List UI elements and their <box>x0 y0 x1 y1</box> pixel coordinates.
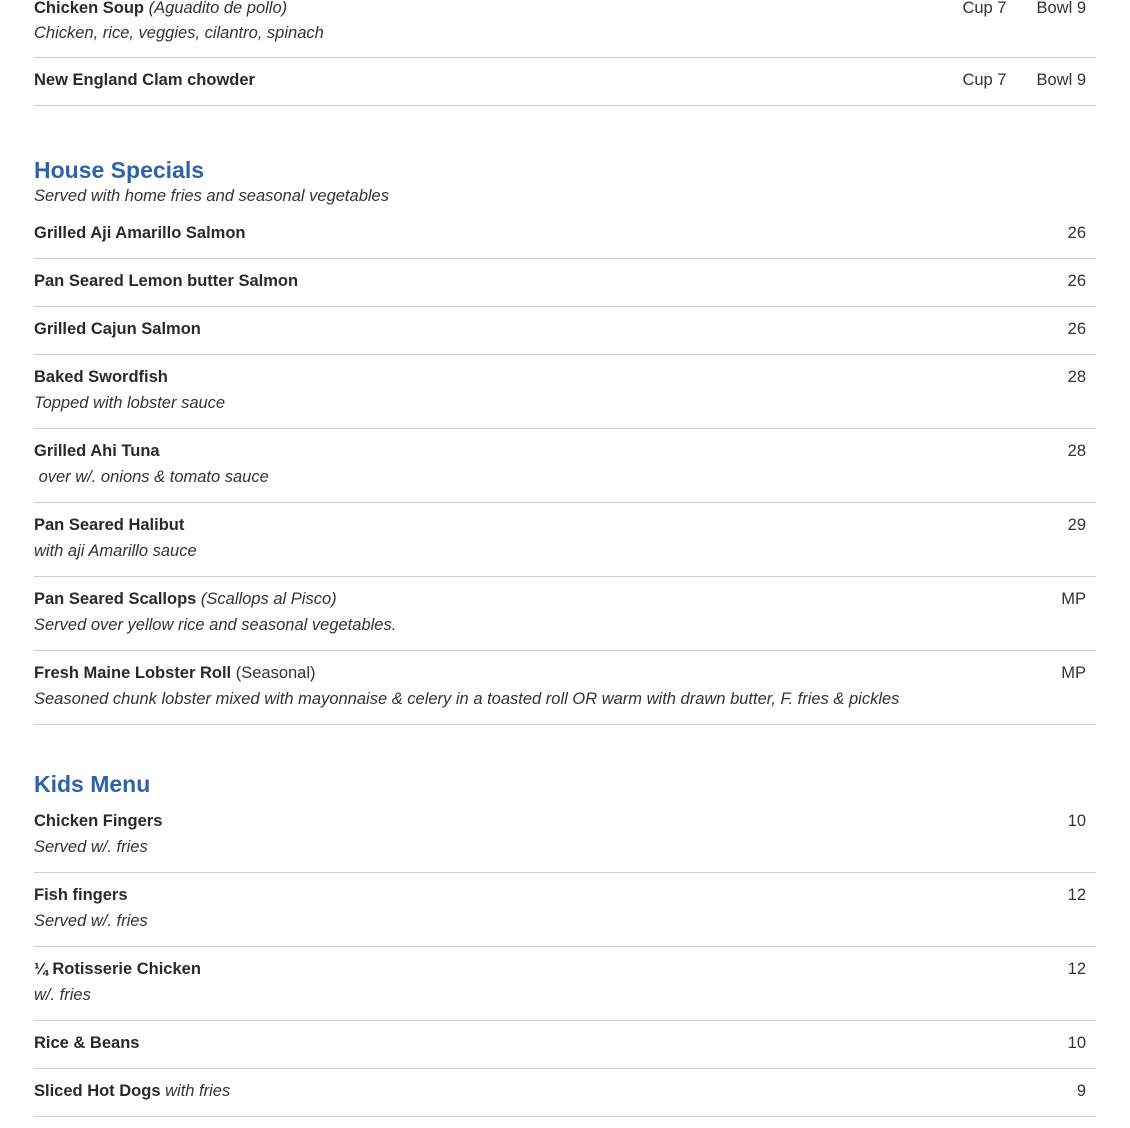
item-name: ¼ Rotisserie Chicken <box>34 960 201 978</box>
soups-list <box>34 0 1096 106</box>
menu-item <box>34 0 1096 58</box>
item-note: (Aguadito de pollo) <box>148 0 288 17</box>
item-name: Chicken Soup <box>34 0 145 17</box>
bowl-price: Bowl 9 <box>1036 0 1086 17</box>
item-price: 12 <box>1067 886 1086 904</box>
item-note: (Scallops al Pisco) <box>200 590 337 608</box>
section-header-kids-menu <box>34 769 150 799</box>
item-name: Fish fingers <box>34 886 128 904</box>
section-title: Kids Menu <box>34 771 151 797</box>
item-price: 29 <box>1067 516 1086 534</box>
item-price: 26 <box>1067 272 1086 290</box>
item-price: 26 <box>1067 320 1086 338</box>
item-price <box>962 0 1086 19</box>
item-price: MP <box>1061 664 1086 682</box>
menu-item <box>34 503 1096 577</box>
menu-item <box>34 58 1096 106</box>
item-name: Pan Seared Scallops <box>34 590 197 608</box>
item-name: Grilled Ahi Tuna <box>34 442 160 460</box>
item-name: Grilled Aji Amarillo Salmon <box>34 224 246 242</box>
menu-item <box>34 577 1096 651</box>
menu-item <box>34 873 1096 947</box>
section-subtitle: Served with home fries and seasonal vegetables <box>34 187 389 205</box>
item-price: 12 <box>1067 960 1086 978</box>
item-name: Rice & Beans <box>34 1034 140 1052</box>
menu-item <box>34 947 1096 1021</box>
menu-item <box>34 1069 1096 1117</box>
menu-item <box>34 211 1096 259</box>
item-name: Pan Seared Halibut <box>34 516 185 534</box>
item-description: Served over yellow rice and seasonal vegetables. <box>34 616 397 634</box>
item-description: over w/. onions & tomato sauce <box>34 468 269 486</box>
item-description: Served w/. fries <box>34 912 148 930</box>
menu-item <box>34 651 1096 725</box>
menu-item <box>34 1021 1096 1069</box>
menu-item <box>34 429 1096 503</box>
menu-item <box>34 259 1096 307</box>
item-name: Sliced Hot Dogs <box>34 1082 161 1100</box>
section-header-house-specials <box>34 155 389 207</box>
item-description: with aji Amarillo sauce <box>34 542 197 560</box>
item-name: Grilled Cajun Salmon <box>34 320 201 338</box>
item-price: 10 <box>1067 812 1086 830</box>
menu-item <box>34 307 1096 355</box>
menu-item <box>34 355 1096 429</box>
item-price: 28 <box>1067 442 1086 460</box>
item-price: MP <box>1061 590 1086 608</box>
item-description: Seasoned chunk lobster mixed with mayonnaise & celery in a toasted roll OR warm with drawn butter, F. fries & pickles <box>34 690 900 708</box>
house-specials-list <box>34 211 1096 725</box>
item-price: 26 <box>1067 224 1086 242</box>
item-description: w/. fries <box>34 986 91 1004</box>
item-price: 10 <box>1067 1034 1086 1052</box>
item-name: Pan Seared Lemon butter Salmon <box>34 272 299 290</box>
section-title: House Specials <box>34 157 205 183</box>
item-name: Chicken Fingers <box>34 812 163 830</box>
cup-price: Cup 7 <box>962 0 1007 17</box>
item-name: New England Clam chowder <box>34 71 255 89</box>
item-note: with fries <box>165 1082 231 1100</box>
item-note: (Seasonal) <box>235 664 316 682</box>
cup-price: Cup 7 <box>962 71 1007 89</box>
kids-menu-list <box>34 799 1096 1117</box>
item-price: 28 <box>1067 368 1086 386</box>
item-name: Baked Swordfish <box>34 368 168 386</box>
item-price <box>962 69 1086 91</box>
item-description: Topped with lobster sauce <box>34 394 226 412</box>
menu-item <box>34 799 1096 873</box>
item-price: 9 <box>1076 1082 1086 1100</box>
bowl-price: Bowl 9 <box>1036 71 1086 89</box>
item-name: Fresh Maine Lobster Roll <box>34 664 232 682</box>
item-description: Served w/. fries <box>34 838 148 856</box>
item-description: Chicken, rice, veggies, cilantro, spinach <box>34 24 324 42</box>
